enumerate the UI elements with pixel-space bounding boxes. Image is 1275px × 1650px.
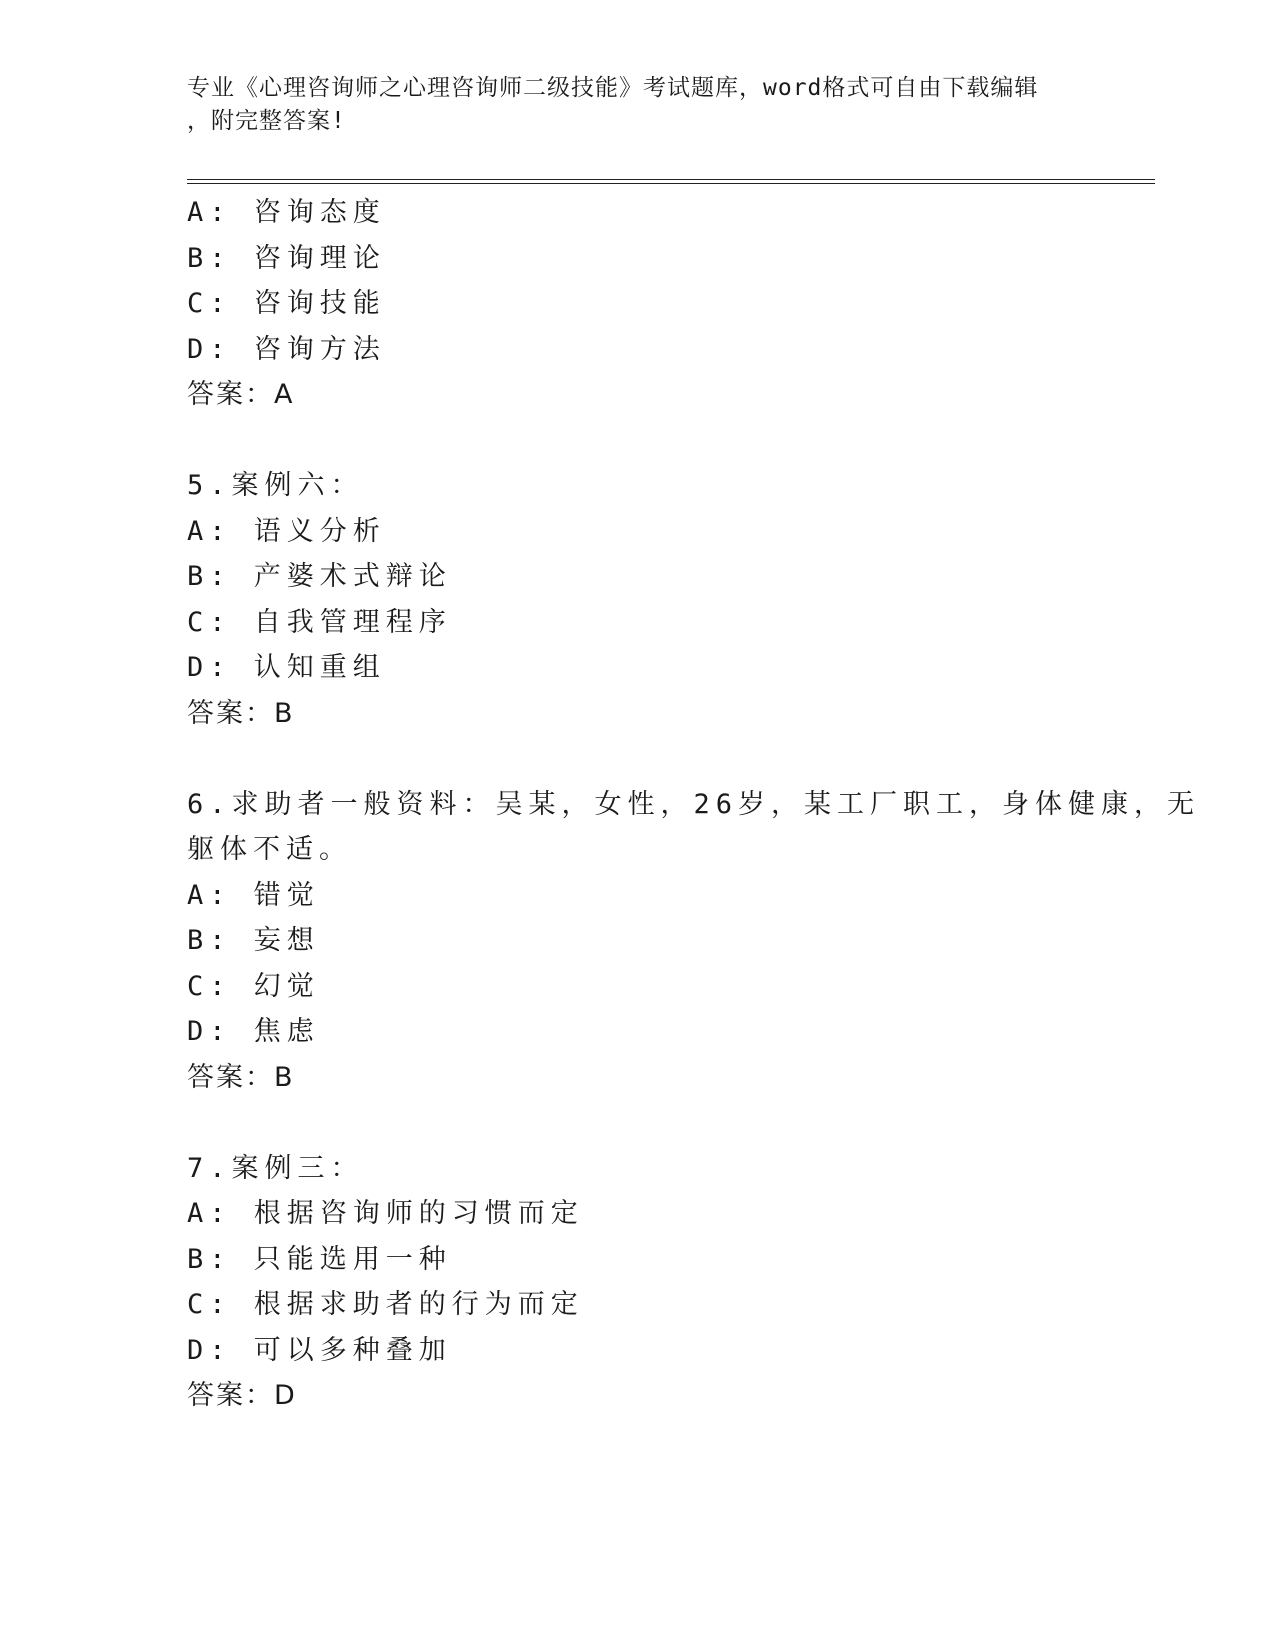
option-c: C: 自我管理程序: [187, 606, 452, 638]
option-d: D: 咨询方法: [187, 333, 386, 365]
option-c: C: 咨询技能: [187, 288, 386, 319]
option-d: D: 焦虑: [187, 1016, 320, 1047]
header-title-line-2: ，附完整答案!: [187, 108, 346, 134]
spacer: [187, 418, 1087, 464]
spacer: [187, 1100, 1087, 1146]
question-block-6: [187, 782, 1201, 1101]
option-d: D: 可以多种叠加: [187, 1334, 452, 1366]
question-block-4: [187, 190, 1087, 418]
option-a: A: 咨询态度: [187, 197, 386, 228]
answer-line: 答案：B: [187, 697, 295, 729]
header-divider-bottom: [187, 183, 1155, 184]
option-b: B: 产婆术式辩论: [187, 561, 452, 592]
option-a: A: 语义分析: [187, 515, 386, 547]
question-block-5: [187, 463, 1087, 736]
document-header: [187, 72, 1087, 138]
question-text: 5.案例六：: [187, 470, 364, 501]
option-b: B: 妄想: [187, 925, 320, 956]
question-block-7: [187, 1146, 1087, 1419]
question-text: 7.案例三：: [187, 1152, 364, 1184]
header-divider-top: [187, 179, 1155, 180]
option-b: B: 咨询理论: [187, 242, 386, 274]
question-text-line-2: 躯体不适。: [187, 834, 352, 865]
option-a: A: 根据咨询师的习惯而定: [187, 1198, 584, 1229]
answer-line: 答案：B: [187, 1061, 295, 1093]
option-a: A: 错觉: [187, 879, 320, 911]
question-list: [187, 190, 1201, 1419]
answer-line: 答案：A: [187, 379, 295, 410]
option-b: B: 只能选用一种: [187, 1243, 452, 1275]
question-text-line-1: 6.求助者一般资料：吴某，女性，26岁，某工厂职工，身体健康，无: [187, 788, 1201, 820]
header-title-line-1: 专业《心理咨询师之心理咨询师二级技能》考试题库，word格式可自由下载编辑: [187, 75, 1039, 101]
answer-line: 答案：D: [187, 1380, 297, 1411]
spacer: [187, 736, 1087, 782]
option-c: C: 根据求助者的行为而定: [187, 1289, 584, 1320]
option-c: C: 幻觉: [187, 970, 320, 1002]
option-d: D: 认知重组: [187, 652, 386, 683]
